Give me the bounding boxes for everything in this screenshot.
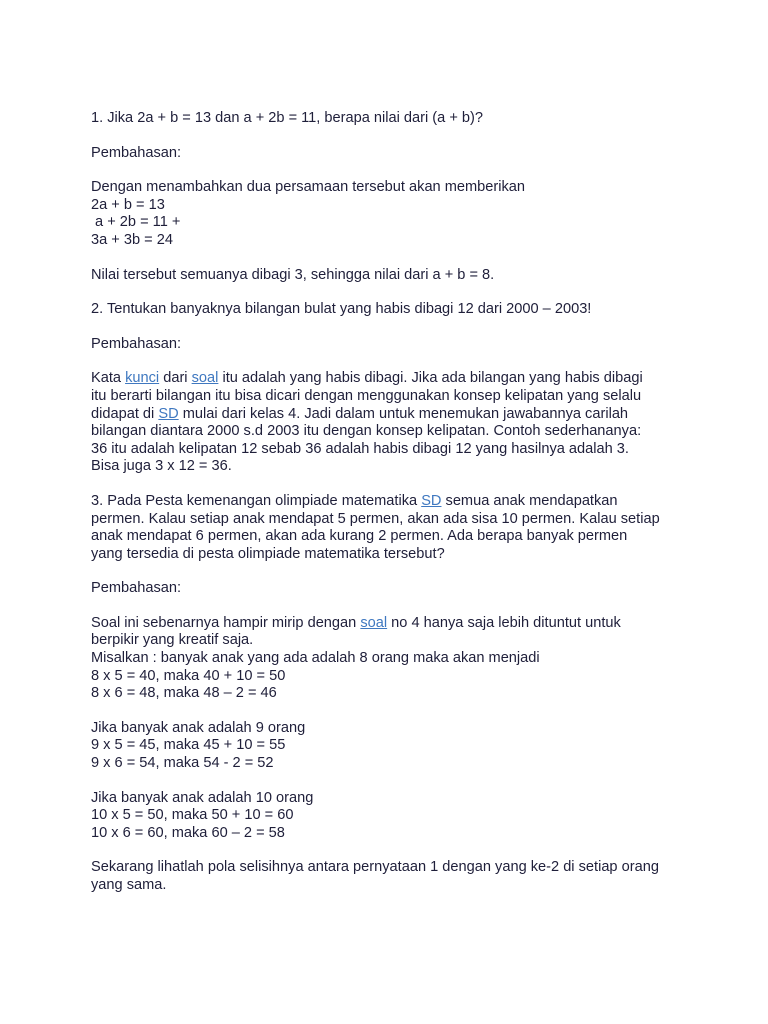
text-fragment: no 4 hanya saja lebih dituntut untuk <box>387 614 621 631</box>
text-fragment: itu adalah yang habis dibagi. Jika ada bilangan yang habis dibagi <box>218 370 643 387</box>
text-fragment: Kata <box>91 370 126 387</box>
document-page <box>91 110 691 912</box>
text-line <box>91 406 691 424</box>
equation-line: 3a + 3b = 24 <box>91 231 173 248</box>
answer-3-intro <box>91 615 691 703</box>
text-fragment: 3. Pada Pesta kemenangan olimpiade matematika <box>91 492 422 509</box>
answer-3-case-10 <box>91 790 691 843</box>
text-line <box>91 615 691 633</box>
text-fragment: mulai dari kelas 4. Jadi dalam untuk menemukan jawabannya carilah <box>178 405 629 422</box>
answer-2 <box>91 370 691 476</box>
answer-1-conclusion: Nilai tersebut semuanya dibagi 3, sehingga nilai dari a + b = 8. <box>91 266 495 283</box>
text-line <box>91 370 691 388</box>
text-line: Jika banyak anak adalah 10 orang <box>91 789 314 806</box>
link-soal[interactable]: soal <box>360 614 388 631</box>
text-line: Bisa juga 3 x 12 = 36. <box>91 458 232 475</box>
question-1: 1. Jika 2a + b = 13 dan a + 2b = 11, berapa nilai dari (a + b)? <box>91 110 484 126</box>
text-line: yang tersedia di pesta olimpiade matematika tersebut? <box>91 545 445 562</box>
text-line: 36 itu adalah kelipatan 12 sebab 36 adalah habis dibagi 12 yang hasilnya adalah 3. <box>91 440 629 457</box>
text-line: itu berarti bilangan itu bisa dicari dengan menggunakan konsep kelipatan yang selalu <box>91 387 642 404</box>
text-fragment: didapat di <box>91 405 159 422</box>
answer-1-work <box>91 179 691 249</box>
equation-line: 10 x 6 = 60, maka 60 – 2 = 58 <box>91 824 285 841</box>
link-kunci[interactable]: kunci <box>125 370 160 387</box>
equation-line: 8 x 5 = 40, maka 40 + 10 = 50 <box>91 667 286 684</box>
equation-line: 2a + b = 13 <box>91 196 165 213</box>
text-fragment: semua anak mendapatkan <box>441 492 618 509</box>
text-fragment: dari <box>159 370 192 387</box>
text-line: berpikir yang kreatif saja. <box>91 632 254 649</box>
pembahasan-heading-3: Pembahasan: <box>91 580 182 597</box>
text-line: yang sama. <box>91 877 167 893</box>
equation-line: 10 x 5 = 50, maka 50 + 10 = 60 <box>91 807 294 824</box>
link-soal[interactable]: soal <box>191 370 219 387</box>
text-line: Sekarang lihatlah pola selisihnya antara pernyataan 1 dengan yang ke-2 di setiap orang <box>91 859 659 876</box>
text-line: anak mendapat 6 permen, akan ada kurang 2 permen. Ada berapa banyak permen <box>91 528 628 545</box>
link-sd[interactable]: SD <box>421 492 442 509</box>
text-line <box>91 493 691 511</box>
text-fragment: Soal ini sebenarnya hampir mirip dengan <box>91 614 361 631</box>
equation-line: 9 x 5 = 45, maka 45 + 10 = 55 <box>91 737 286 754</box>
equation-line: a + 2b = 11 + <box>91 214 181 231</box>
answer-3-final <box>91 859 691 894</box>
text-line: bilangan diantara 2000 s.d 2003 itu dengan konsep kelipatan. Contoh sederhananya: <box>91 423 642 440</box>
text-line: Jika banyak anak adalah 9 orang <box>91 719 306 736</box>
question-3 <box>91 493 691 563</box>
text-line: permen. Kalau setiap anak mendapat 5 permen, akan ada sisa 10 permen. Kalau setiap <box>91 510 660 527</box>
answer-3-case-9 <box>91 720 691 773</box>
link-sd[interactable]: SD <box>158 405 179 422</box>
equation-line: 9 x 6 = 54, maka 54 - 2 = 52 <box>91 755 274 772</box>
text-line: Misalkan : banyak anak yang ada adalah 8 orang maka akan menjadi <box>91 650 540 667</box>
text-line: Dengan menambahkan dua persamaan tersebut akan memberikan <box>91 179 526 196</box>
pembahasan-heading-2: Pembahasan: <box>91 335 182 352</box>
question-2: 2. Tentukan banyaknya bilangan bulat yang habis dibagi 12 dari 2000 – 2003! <box>91 301 592 318</box>
pembahasan-heading-1: Pembahasan: <box>91 144 182 161</box>
equation-line: 8 x 6 = 48, maka 48 – 2 = 46 <box>91 685 277 702</box>
